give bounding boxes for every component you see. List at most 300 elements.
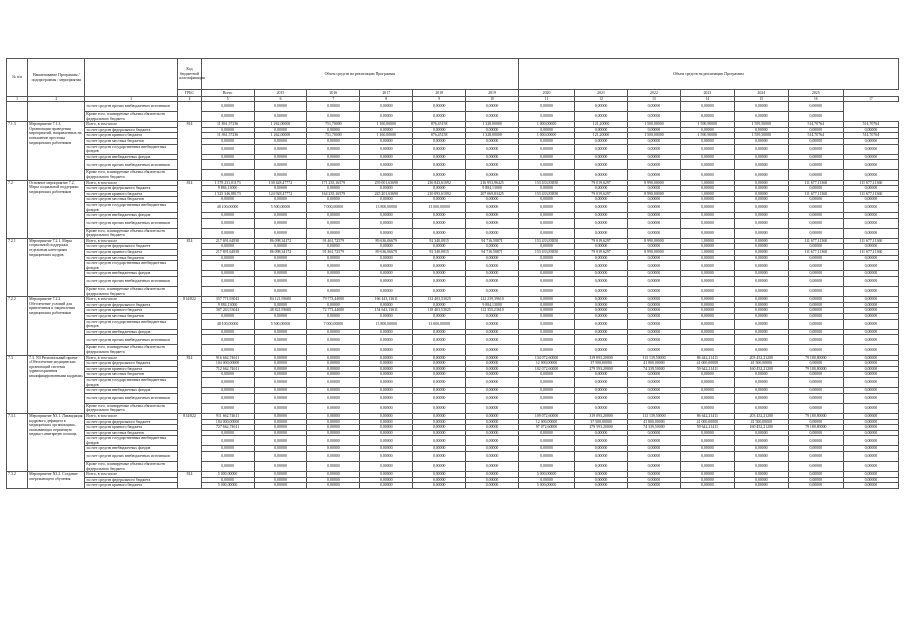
amount-cell: 0,00000: [627, 329, 680, 335]
amount-cell: 0,00000: [413, 271, 466, 277]
amount-cell: 0,00000: [575, 255, 628, 261]
amount-cell: 0,00000: [254, 127, 307, 133]
amount-cell: 0,00000: [680, 287, 734, 297]
amount-cell: 0,00000: [466, 345, 519, 355]
amount-cell: 0,00000: [360, 314, 413, 320]
amount-cell: 0,00000: [680, 319, 734, 329]
funding-source: за счет средств прочих внебюджетных источников: [85, 335, 178, 345]
amount-cell: 0,00000: [788, 377, 843, 387]
funding-source: за счет средств местных бюджетов: [85, 314, 178, 320]
amount-cell: 0,00000: [307, 112, 360, 122]
amount-cell: 1,00000: [680, 191, 734, 197]
funding-source: за счет средств прочих внебюджетных источников: [85, 277, 178, 287]
amount-cell: 0,00000: [254, 112, 307, 122]
amount-cell: 0,00000: [734, 345, 788, 355]
amount-cell: 0,00000: [788, 102, 843, 112]
amount-cell: 7 000,00000: [307, 319, 360, 329]
amount-cell: 0,00000: [254, 462, 307, 472]
amount-cell: 118 403,53025: [413, 308, 466, 314]
amount-cell: 0,00000: [360, 472, 413, 478]
amount-cell: 0,00000: [201, 197, 254, 203]
table-row: [7, 393, 899, 403]
amount-cell: 0,00000: [307, 419, 360, 425]
amount-cell: 166 443,13611: [360, 297, 413, 303]
amount-cell: 0,00000: [680, 436, 734, 446]
amount-cell: 0,00000: [519, 302, 575, 308]
amount-cell: 0,00000: [360, 170, 413, 180]
amount-cell: 48 100,00000: [201, 319, 254, 329]
amount-cell: 236 843,61092: [413, 180, 466, 186]
amount-cell: 0,00000: [360, 436, 413, 446]
amount-cell: 1,00000: [680, 180, 734, 186]
amount-cell: 0,00000: [307, 366, 360, 372]
amount-cell: 0,00000: [254, 377, 307, 387]
amount-cell: 59 642,21411: [680, 425, 734, 431]
amount-cell: 0,00000: [627, 271, 680, 277]
amount-cell: 0,00000: [788, 462, 843, 472]
amount-cell: 0,00000: [360, 261, 413, 271]
amount-cell: 911 662,74611: [201, 413, 254, 419]
item-number: 7.3: [7, 355, 28, 413]
amount-cell: 0,00000: [843, 388, 898, 394]
amount-cell: 0,00000: [843, 403, 898, 413]
amount-cell: 0,00000: [734, 483, 788, 489]
amount-cell: 0,00000: [254, 436, 307, 446]
budget-sheet: [6, 58, 899, 489]
funding-source: за счет средств государственных внебюджетных фондов: [85, 202, 178, 212]
amount-cell: 0,00000: [843, 329, 898, 335]
table-row: [7, 277, 899, 287]
amount-cell: 0,00000: [680, 388, 734, 394]
amount-cell: 0,00000: [254, 335, 307, 345]
amount-cell: 1 000,00000: [519, 133, 575, 139]
amount-cell: 0,00000: [201, 477, 254, 483]
amount-cell: 0,00000: [788, 228, 843, 238]
amount-cell: 0,00000: [307, 425, 360, 431]
amount-cell: 79 773,44000: [307, 297, 360, 303]
amount-cell: 111 677,11360: [788, 238, 843, 244]
amount-cell: 0,00000: [843, 297, 898, 303]
amount-cell: 0,00000: [734, 477, 788, 483]
amount-cell: 79 180,80000: [788, 413, 843, 419]
amount-cell: 0,00000: [519, 446, 575, 452]
amount-cell: 11 861,57236: [201, 122, 254, 128]
amount-cell: 514,70764: [788, 122, 843, 128]
funding-source: за счет средств краевого бюджета: [85, 425, 178, 431]
amount-cell: 0,00000: [254, 472, 307, 478]
funding-source: за счет средств государственных внебюджетных фондов: [85, 377, 178, 387]
amount-cell: 0,00000: [788, 361, 843, 367]
amount-cell: 0,00000: [466, 127, 519, 133]
amount-cell: 0,00000: [360, 244, 413, 250]
amount-cell: 0,00000: [201, 144, 254, 154]
table-row: [7, 160, 899, 170]
amount-cell: 0,00000: [201, 218, 254, 228]
amount-cell: 0,00000: [734, 403, 788, 413]
amount-cell: 0,00000: [519, 202, 575, 212]
amount-cell: 0,00000: [360, 345, 413, 355]
grbs-code: 814: [178, 355, 201, 413]
amount-cell: 0,00000: [201, 127, 254, 133]
amount-cell: 0,00000: [627, 430, 680, 436]
column-index: 3: [85, 97, 178, 102]
amount-cell: 0,00000: [360, 388, 413, 394]
amount-cell: 0,00000: [360, 483, 413, 489]
amount-cell: 0,00000: [360, 127, 413, 133]
amount-cell: 0,00000: [734, 255, 788, 261]
funding-source: Кроме того, планируемые объемы обязательств федерального бюджета: [85, 345, 178, 355]
amount-cell: 124 928,47772: [254, 191, 307, 197]
amount-cell: 0,00000: [413, 218, 466, 228]
amount-cell: 111 677,11360: [788, 191, 843, 197]
amount-cell: 0,00000: [201, 138, 254, 144]
funding-source: Кроме того, планируемые объемы обязательств федерального бюджета: [85, 403, 178, 413]
amount-cell: 0,00000: [360, 393, 413, 403]
amount-cell: 0,00000: [843, 483, 898, 489]
amount-cell: 0,00000: [519, 213, 575, 219]
amount-cell: 0,00000: [843, 213, 898, 219]
amount-cell: 111 677,11360: [788, 180, 843, 186]
amount-cell: 0,00000: [843, 430, 898, 436]
amount-cell: 0,00000: [307, 102, 360, 112]
amount-cell: 0,00000: [413, 112, 466, 122]
funding-source: за счет средств федерального бюджета: [85, 419, 178, 425]
amount-cell: 112 355,23610: [466, 308, 519, 314]
amount-cell: 9 884,13000: [201, 302, 254, 308]
amount-cell: 0,00000: [680, 213, 734, 219]
amount-cell: 0,00000: [466, 261, 519, 271]
amount-cell: 0,00000: [843, 287, 898, 297]
amount-cell: 0,00000: [734, 144, 788, 154]
amount-cell: 0,00000: [466, 472, 519, 478]
amount-cell: 0,00000: [254, 413, 307, 419]
amount-cell: 0,00000: [360, 144, 413, 154]
amount-cell: 0,00000: [627, 314, 680, 320]
amount-cell: 0,00000: [413, 154, 466, 160]
amount-cell: 160 452,21200: [734, 366, 788, 372]
amount-cell: 0,00000: [519, 329, 575, 335]
amount-cell: 0,00000: [843, 170, 898, 180]
amount-cell: 0,00000: [519, 112, 575, 122]
amount-cell: 0,00000: [575, 154, 628, 160]
funding-source: за счет средств краевого бюджета: [85, 366, 178, 372]
amount-cell: 0,00000: [734, 127, 788, 133]
amount-cell: 0,00000: [843, 345, 898, 355]
amount-cell: 0,00000: [360, 277, 413, 287]
column-index: 1: [7, 97, 28, 102]
amount-cell: 0,00000: [843, 377, 898, 387]
column-index: 5: [201, 97, 254, 102]
amount-cell: 0,00000: [254, 277, 307, 287]
funding-source: Кроме того, планируемые объемы обязательств федерального бюджета: [85, 228, 178, 238]
amount-cell: 0,00000: [843, 244, 898, 250]
amount-cell: 0,00000: [575, 335, 628, 345]
amount-cell: 89 636,06679: [360, 250, 413, 256]
funding-source: за счет средств краевого бюджета: [85, 133, 178, 139]
amount-cell: 0,00000: [843, 477, 898, 483]
amount-cell: 0,00000: [680, 372, 734, 378]
amount-cell: 48 100,00000: [201, 202, 254, 212]
amount-cell: 0,00000: [254, 271, 307, 277]
amount-cell: 0,00000: [201, 393, 254, 403]
amount-cell: 12 000,00000: [519, 419, 575, 425]
amount-cell: 0,00000: [575, 144, 628, 154]
amount-cell: 0,00000: [843, 255, 898, 261]
amount-cell: 0,00000: [788, 419, 843, 425]
item-name: Мероприятие N3.1. Ликвидация кадрового дефицита в медицинских организациях, оказывающих первичную медико-санитарную помощь: [28, 413, 85, 471]
header-year-10: 2024: [734, 90, 788, 97]
amount-cell: 102 072,60000: [519, 366, 575, 372]
amount-cell: 0,00000: [843, 419, 898, 425]
column-index: 8: [360, 97, 413, 102]
amount-cell: 92 340,0815: [413, 250, 466, 256]
amount-cell: 0,00000: [575, 186, 628, 192]
amount-cell: 0,00000: [734, 319, 788, 329]
amount-cell: 0,00000: [360, 477, 413, 483]
amount-cell: 0,00000: [307, 302, 360, 308]
funding-source: за счет средств внебюджетных фондов: [85, 446, 178, 452]
amount-cell: 0,00000: [466, 144, 519, 154]
amount-cell: 0,00000: [254, 452, 307, 462]
funding-source: за счет средств государственных внебюджетных фондов: [85, 261, 178, 271]
amount-cell: 0,00000: [788, 160, 843, 170]
amount-cell: 79 180,80000: [788, 366, 843, 372]
amount-cell: 0,00000: [627, 144, 680, 154]
amount-cell: 0,00000: [627, 127, 680, 133]
amount-cell: 0,00000: [519, 388, 575, 394]
funding-source: за счет средств федерального бюджета: [85, 127, 178, 133]
amount-cell: 0,00000: [734, 287, 788, 297]
amount-cell: 0,00000: [627, 228, 680, 238]
amount-cell: 0,00000: [360, 302, 413, 308]
header-year-5: 2019: [466, 90, 519, 97]
amount-cell: 122 239,39610: [466, 297, 519, 303]
amount-cell: 0,00000: [360, 446, 413, 452]
amount-cell: 0,00000: [413, 345, 466, 355]
amount-cell: 0,00000: [254, 170, 307, 180]
amount-cell: 0,00000: [413, 462, 466, 472]
amount-cell: 0,00000: [627, 186, 680, 192]
amount-cell: 0,00000: [788, 144, 843, 154]
funding-source: за счет средств федерального бюджета: [85, 302, 178, 308]
item-number: 7.3.2: [7, 472, 28, 489]
amount-cell: 0,00000: [575, 102, 628, 112]
amount-cell: 0,00000: [627, 202, 680, 212]
amount-cell: 0,00000: [519, 372, 575, 378]
amount-cell: 0,00000: [734, 228, 788, 238]
amount-cell: 0,00000: [307, 377, 360, 387]
column-index: 16: [788, 97, 843, 102]
amount-cell: 0,00000: [201, 277, 254, 287]
amount-cell: 0,00000: [201, 335, 254, 345]
amount-cell: 0,00000: [575, 388, 628, 394]
amount-cell: 153 433,83850: [519, 250, 575, 256]
header-year-1: 2015: [254, 90, 307, 97]
amount-cell: 0,00000: [788, 271, 843, 277]
amount-cell: 0,00000: [466, 436, 519, 446]
amount-cell: 0,00000: [360, 154, 413, 160]
amount-cell: 0,00000: [843, 335, 898, 345]
amount-cell: 916 662,74611: [201, 355, 254, 361]
amount-cell: 41 000,00000: [680, 361, 734, 367]
amount-cell: 0,00000: [627, 403, 680, 413]
amount-cell: 0,00000: [519, 144, 575, 154]
amount-cell: 0,00000: [466, 366, 519, 372]
amount-cell: 79 019,6297: [575, 238, 628, 244]
amount-cell: 0,00000: [466, 462, 519, 472]
amount-cell: 86 098,34172: [254, 250, 307, 256]
amount-cell: 0,00000: [307, 355, 360, 361]
amount-cell: 0,00000: [466, 170, 519, 180]
amount-cell: 153 433,83850: [519, 191, 575, 197]
amount-cell: 0,00000: [254, 314, 307, 320]
amount-cell: 727 662,74611: [201, 425, 254, 431]
amount-cell: 111 677,11360: [788, 250, 843, 256]
amount-cell: 86 442,21411: [680, 355, 734, 361]
amount-cell: 111 677,11360: [843, 238, 898, 244]
funding-source: за счет средств местных бюджетов: [85, 138, 178, 144]
funding-source: Кроме того, планируемые объемы обязательств федерального бюджета: [85, 462, 178, 472]
amount-cell: 0,00000: [843, 472, 898, 478]
amount-cell: 0,00000: [466, 154, 519, 160]
amount-cell: 0,00000: [360, 138, 413, 144]
amount-cell: 86 098,34172: [254, 238, 307, 244]
amount-cell: 0,00000: [413, 403, 466, 413]
amount-cell: 0,00000: [627, 138, 680, 144]
funding-source: Всего, в том числе: [85, 413, 178, 419]
grbs-code: 814: [178, 122, 201, 180]
amount-cell: 0,00000: [575, 477, 628, 483]
amount-cell: 0,00000: [307, 170, 360, 180]
amount-cell: 0,00000: [843, 261, 898, 271]
amount-cell: 0,00000: [788, 329, 843, 335]
amount-cell: 0,00000: [466, 372, 519, 378]
funding-source: за счет средств внебюджетных фондов: [85, 388, 178, 394]
amount-cell: 0,00000: [466, 446, 519, 452]
amount-cell: 104 000,00000: [201, 361, 254, 367]
amount-cell: 0,00000: [575, 462, 628, 472]
amount-cell: 0,00000: [201, 170, 254, 180]
amount-cell: 0,00000: [413, 287, 466, 297]
amount-cell: 0,00000: [519, 430, 575, 436]
amount-cell: 0,00000: [466, 388, 519, 394]
amount-cell: 0,00000: [734, 238, 788, 244]
amount-cell: 0,00000: [680, 197, 734, 203]
amount-cell: 13 000,00000: [413, 319, 466, 329]
amount-cell: 0,00000: [788, 372, 843, 378]
amount-cell: 0,00000: [201, 314, 254, 320]
amount-cell: 0,00000: [575, 314, 628, 320]
amount-cell: 0,00000: [734, 218, 788, 228]
amount-cell: 0,00000: [788, 446, 843, 452]
amount-cell: 0,00000: [627, 477, 680, 483]
amount-cell: 111 677,11360: [843, 191, 898, 197]
amount-cell: 0,00000: [360, 335, 413, 345]
amount-cell: 0,00000: [575, 287, 628, 297]
amount-cell: 0,00000: [201, 213, 254, 219]
amount-cell: 0,00000: [627, 377, 680, 387]
amount-cell: 0,00000: [413, 472, 466, 478]
amount-cell: 0,00000: [413, 144, 466, 154]
amount-cell: 0,00000: [734, 277, 788, 287]
amount-cell: 0,00000: [680, 314, 734, 320]
header-year-4: 2018: [413, 90, 466, 97]
amount-cell: 0,00000: [201, 154, 254, 160]
amount-cell: 0,00000: [201, 287, 254, 297]
amount-cell: 0,00000: [254, 430, 307, 436]
funding-source: Кроме того, планируемые объемы обязательств федерального бюджета: [85, 112, 178, 122]
amount-cell: 0,00000: [413, 452, 466, 462]
amount-cell: 0,00000: [307, 446, 360, 452]
amount-cell: 0,00000: [307, 213, 360, 219]
amount-cell: 0,00000: [575, 403, 628, 413]
amount-cell: 0,00000: [680, 483, 734, 489]
amount-cell: 0,00000: [413, 446, 466, 452]
amount-cell: 0,00000: [734, 462, 788, 472]
column-index: 4: [178, 97, 201, 102]
amount-cell: 0,00000: [575, 483, 628, 489]
amount-cell: 0,00000: [519, 244, 575, 250]
amount-cell: 0,00000: [680, 112, 734, 122]
amount-cell: 0,00000: [254, 366, 307, 372]
amount-cell: 0,00000: [575, 218, 628, 228]
amount-cell: 0,00000: [466, 403, 519, 413]
amount-cell: 210 093,61092: [413, 191, 466, 197]
amount-cell: 0,00000: [788, 170, 843, 180]
item-name: Мероприятие 7.2.2. Обеспечение условий для привлечения и закрепления медицинских работников: [28, 297, 85, 355]
amount-cell: 0,00000: [734, 160, 788, 170]
amount-cell: 0,00000: [575, 345, 628, 355]
amount-cell: 0,00000: [627, 213, 680, 219]
amount-cell: 203 452,21200: [734, 355, 788, 361]
amount-cell: 8 990,00000: [627, 238, 680, 244]
amount-cell: 0,00000: [680, 277, 734, 287]
amount-cell: 279 593,20000: [575, 425, 628, 431]
amount-cell: 0,00000: [360, 361, 413, 367]
amount-cell: 0,00000: [843, 436, 898, 446]
amount-cell: 0,00000: [680, 345, 734, 355]
table-row: [7, 112, 899, 122]
amount-cell: 0,00000: [413, 477, 466, 483]
amount-cell: 0,00000: [254, 160, 307, 170]
funding-source: Всего, в том числе: [85, 122, 178, 128]
amount-cell: 0,00000: [466, 452, 519, 462]
amount-cell: 0,00000: [788, 308, 843, 314]
amount-cell: 0,00000: [519, 154, 575, 160]
amount-cell: 0,00000: [843, 154, 898, 160]
amount-cell: 0,00000: [360, 419, 413, 425]
funding-source: за счет средств краевого бюджета: [85, 308, 178, 314]
amount-cell: 0,00000: [843, 314, 898, 320]
amount-cell: 0,00000: [254, 419, 307, 425]
amount-cell: 0,00000: [680, 403, 734, 413]
amount-cell: 0,00000: [519, 255, 575, 261]
amount-cell: 79 180,80000: [788, 355, 843, 361]
amount-cell: 0,00000: [413, 186, 466, 192]
table-row: [7, 170, 899, 180]
amount-cell: 0,00000: [734, 170, 788, 180]
amount-cell: 0,00000: [627, 483, 680, 489]
amount-cell: 41 000,00000: [680, 419, 734, 425]
amount-cell: 0,00000: [201, 436, 254, 446]
amount-cell: 0,00000: [201, 102, 254, 112]
amount-cell: 0,00000: [519, 393, 575, 403]
amount-cell: 0,00000: [307, 393, 360, 403]
amount-cell: 0,00000: [734, 186, 788, 192]
amount-cell: 0,00000: [360, 413, 413, 419]
column-index: 6: [254, 97, 307, 102]
amount-cell: 0,00000: [360, 228, 413, 238]
